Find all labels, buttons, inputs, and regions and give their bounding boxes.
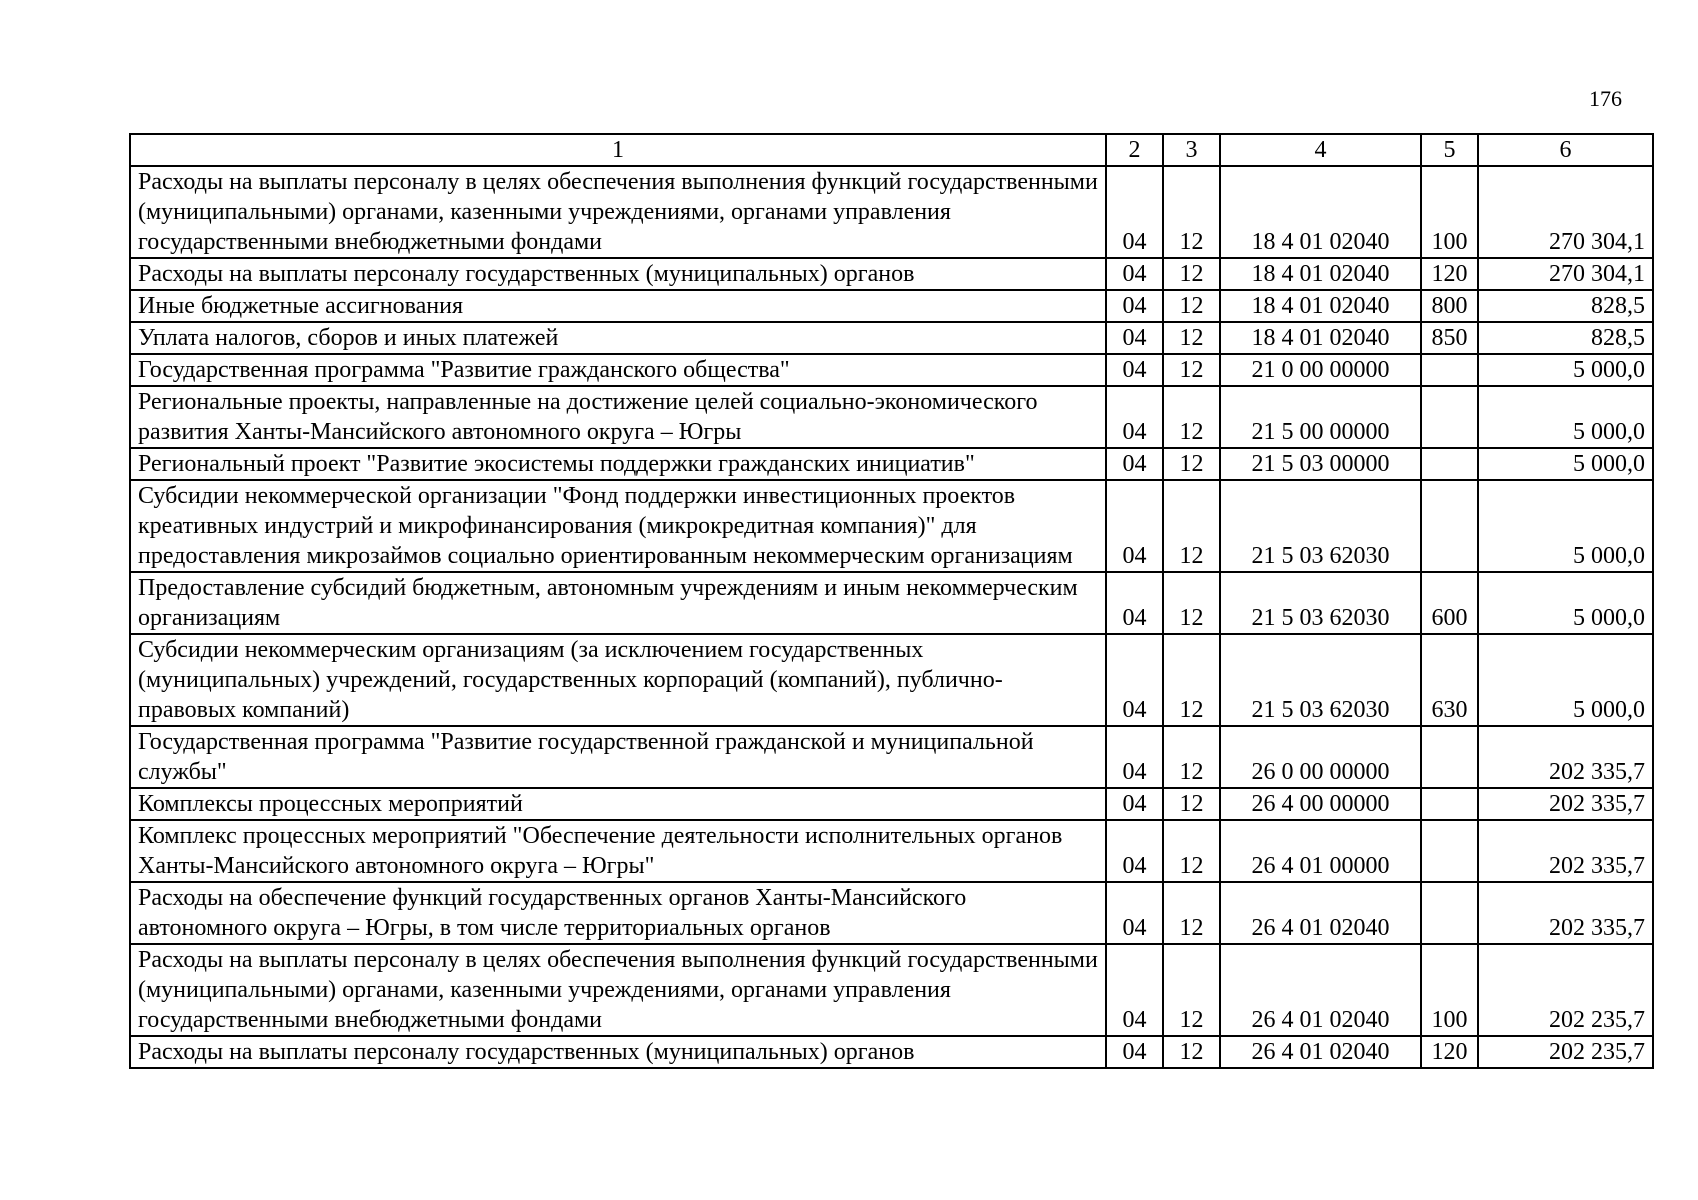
budget-table (129, 133, 1654, 1069)
amount-cell: 202 235,7 (1478, 944, 1653, 1036)
table-row (130, 290, 1653, 322)
amount-cell: 270 304,1 (1478, 166, 1653, 258)
subsection-code-cell: 12 (1163, 166, 1220, 258)
expense-name-cell: Государственная программа "Развитие гражданского общества" (130, 354, 1106, 386)
section-code-cell: 04 (1106, 944, 1163, 1036)
table-body (130, 166, 1653, 1068)
section-code-cell: 04 (1106, 788, 1163, 820)
expense-type-cell (1421, 448, 1478, 480)
section-code-cell: 04 (1106, 480, 1163, 572)
expense-name-cell: Государственная программа "Развитие государственной гражданской и муниципальной службы" (130, 726, 1106, 788)
expense-name-cell: Уплата налогов, сборов и иных платежей (130, 322, 1106, 354)
expense-name-cell: Иные бюджетные ассигнования (130, 290, 1106, 322)
amount-cell: 202 335,7 (1478, 820, 1653, 882)
subsection-code-cell: 12 (1163, 788, 1220, 820)
table-row (130, 820, 1653, 882)
expense-type-cell (1421, 820, 1478, 882)
section-code-cell: 04 (1106, 322, 1163, 354)
target-article-cell: 26 0 00 00000 (1220, 726, 1421, 788)
section-code-cell: 04 (1106, 290, 1163, 322)
expense-type-cell (1421, 882, 1478, 944)
section-code-cell: 04 (1106, 820, 1163, 882)
header-cell: 6 (1478, 134, 1653, 166)
target-article-cell: 21 5 00 00000 (1220, 386, 1421, 448)
expense-type-cell (1421, 726, 1478, 788)
target-article-cell: 18 4 01 02040 (1220, 166, 1421, 258)
expense-type-cell: 100 (1421, 944, 1478, 1036)
amount-cell: 202 235,7 (1478, 1036, 1653, 1068)
table-row (130, 572, 1653, 634)
subsection-code-cell: 12 (1163, 258, 1220, 290)
table-header (130, 134, 1653, 166)
table-row (130, 944, 1653, 1036)
header-cell: 5 (1421, 134, 1478, 166)
table-row (130, 258, 1653, 290)
subsection-code-cell: 12 (1163, 354, 1220, 386)
expense-type-cell: 120 (1421, 1036, 1478, 1068)
table-row (130, 1036, 1653, 1068)
target-article-cell: 26 4 00 00000 (1220, 788, 1421, 820)
amount-cell: 202 335,7 (1478, 882, 1653, 944)
target-article-cell: 18 4 01 02040 (1220, 258, 1421, 290)
table-row (130, 448, 1653, 480)
expense-type-cell (1421, 788, 1478, 820)
expense-type-cell (1421, 480, 1478, 572)
header-cell: 4 (1220, 134, 1421, 166)
expense-name-cell: Расходы на выплаты персоналу государственных (муниципальных) органов (130, 258, 1106, 290)
expense-name-cell: Региональные проекты, направленные на достижение целей социально-экономического развития Ханты-Мансийского автономного округа – Югры (130, 386, 1106, 448)
expense-type-cell: 630 (1421, 634, 1478, 726)
section-code-cell: 04 (1106, 726, 1163, 788)
subsection-code-cell: 12 (1163, 634, 1220, 726)
amount-cell: 202 335,7 (1478, 726, 1653, 788)
target-article-cell: 21 5 03 62030 (1220, 572, 1421, 634)
section-code-cell: 04 (1106, 882, 1163, 944)
target-article-cell: 26 4 01 02040 (1220, 1036, 1421, 1068)
amount-cell: 270 304,1 (1478, 258, 1653, 290)
header-cell: 2 (1106, 134, 1163, 166)
page-number: 176 (1589, 86, 1622, 111)
section-code-cell: 04 (1106, 166, 1163, 258)
expense-type-cell: 800 (1421, 290, 1478, 322)
subsection-code-cell: 12 (1163, 448, 1220, 480)
subsection-code-cell: 12 (1163, 386, 1220, 448)
subsection-code-cell: 12 (1163, 290, 1220, 322)
target-article-cell: 26 4 01 02040 (1220, 944, 1421, 1036)
header-cell: 1 (130, 134, 1106, 166)
subsection-code-cell: 12 (1163, 1036, 1220, 1068)
expense-type-cell: 850 (1421, 322, 1478, 354)
amount-cell: 5 000,0 (1478, 448, 1653, 480)
expense-name-cell: Расходы на выплаты персоналу государственных (муниципальных) органов (130, 1036, 1106, 1068)
section-code-cell: 04 (1106, 354, 1163, 386)
expense-type-cell: 600 (1421, 572, 1478, 634)
subsection-code-cell: 12 (1163, 726, 1220, 788)
expense-name-cell: Предоставление субсидий бюджетным, автономным учреждениям и иным некоммерческим организациям (130, 572, 1106, 634)
section-code-cell: 04 (1106, 572, 1163, 634)
table-row (130, 788, 1653, 820)
expense-type-cell (1421, 354, 1478, 386)
section-code-cell: 04 (1106, 1036, 1163, 1068)
table-row (130, 386, 1653, 448)
expense-name-cell: Расходы на выплаты персоналу в целях обеспечения выполнения функций государственными (муниципальными) органами, казенными учреждениями, органами управления государственными внебюджетными фондами (130, 166, 1106, 258)
table-row (130, 166, 1653, 258)
amount-cell: 828,5 (1478, 290, 1653, 322)
section-code-cell: 04 (1106, 258, 1163, 290)
amount-cell: 5 000,0 (1478, 572, 1653, 634)
amount-cell: 5 000,0 (1478, 480, 1653, 572)
subsection-code-cell: 12 (1163, 480, 1220, 572)
target-article-cell: 21 5 03 00000 (1220, 448, 1421, 480)
table-row (130, 322, 1653, 354)
target-article-cell: 21 0 00 00000 (1220, 354, 1421, 386)
amount-cell: 828,5 (1478, 322, 1653, 354)
target-article-cell: 18 4 01 02040 (1220, 290, 1421, 322)
target-article-cell: 26 4 01 02040 (1220, 882, 1421, 944)
target-article-cell: 26 4 01 00000 (1220, 820, 1421, 882)
subsection-code-cell: 12 (1163, 322, 1220, 354)
header-cell: 3 (1163, 134, 1220, 166)
expense-name-cell: Расходы на обеспечение функций государственных органов Ханты-Мансийского автономного округа – Югры, в том числе территориальных органов (130, 882, 1106, 944)
header-row (130, 134, 1653, 166)
target-article-cell: 18 4 01 02040 (1220, 322, 1421, 354)
section-code-cell: 04 (1106, 634, 1163, 726)
expense-type-cell (1421, 386, 1478, 448)
amount-cell: 5 000,0 (1478, 354, 1653, 386)
expense-name-cell: Субсидии некоммерческой организации "Фонд поддержки инвестиционных проектов креативных индустрий и микрофинансирования (микрокредитная компания)" для предоставления микрозаймов социально ориентированным некоммерческим организациям (130, 480, 1106, 572)
table-row (130, 480, 1653, 572)
table-row (130, 634, 1653, 726)
expense-type-cell: 120 (1421, 258, 1478, 290)
expense-name-cell: Комплекс процессных мероприятий "Обеспечение деятельности исполнительных органов Ханты-Мансийского автономного округа – Югры" (130, 820, 1106, 882)
expense-type-cell: 100 (1421, 166, 1478, 258)
target-article-cell: 21 5 03 62030 (1220, 480, 1421, 572)
subsection-code-cell: 12 (1163, 820, 1220, 882)
section-code-cell: 04 (1106, 386, 1163, 448)
expense-name-cell: Субсидии некоммерческим организациям (за исключением государственных (муниципальных) учреждений, государственных корпораций (компаний), публично-правовых компаний) (130, 634, 1106, 726)
target-article-cell: 21 5 03 62030 (1220, 634, 1421, 726)
table-row (130, 882, 1653, 944)
table-row (130, 354, 1653, 386)
subsection-code-cell: 12 (1163, 944, 1220, 1036)
subsection-code-cell: 12 (1163, 882, 1220, 944)
amount-cell: 5 000,0 (1478, 386, 1653, 448)
subsection-code-cell: 12 (1163, 572, 1220, 634)
expense-name-cell: Расходы на выплаты персоналу в целях обеспечения выполнения функций государственными (муниципальными) органами, казенными учреждениями, органами управления государственными внебюджетными фондами (130, 944, 1106, 1036)
amount-cell: 5 000,0 (1478, 634, 1653, 726)
expense-name-cell: Комплексы процессных мероприятий (130, 788, 1106, 820)
section-code-cell: 04 (1106, 448, 1163, 480)
amount-cell: 202 335,7 (1478, 788, 1653, 820)
expense-name-cell: Региональный проект "Развитие экосистемы поддержки гражданских инициатив" (130, 448, 1106, 480)
table-row (130, 726, 1653, 788)
